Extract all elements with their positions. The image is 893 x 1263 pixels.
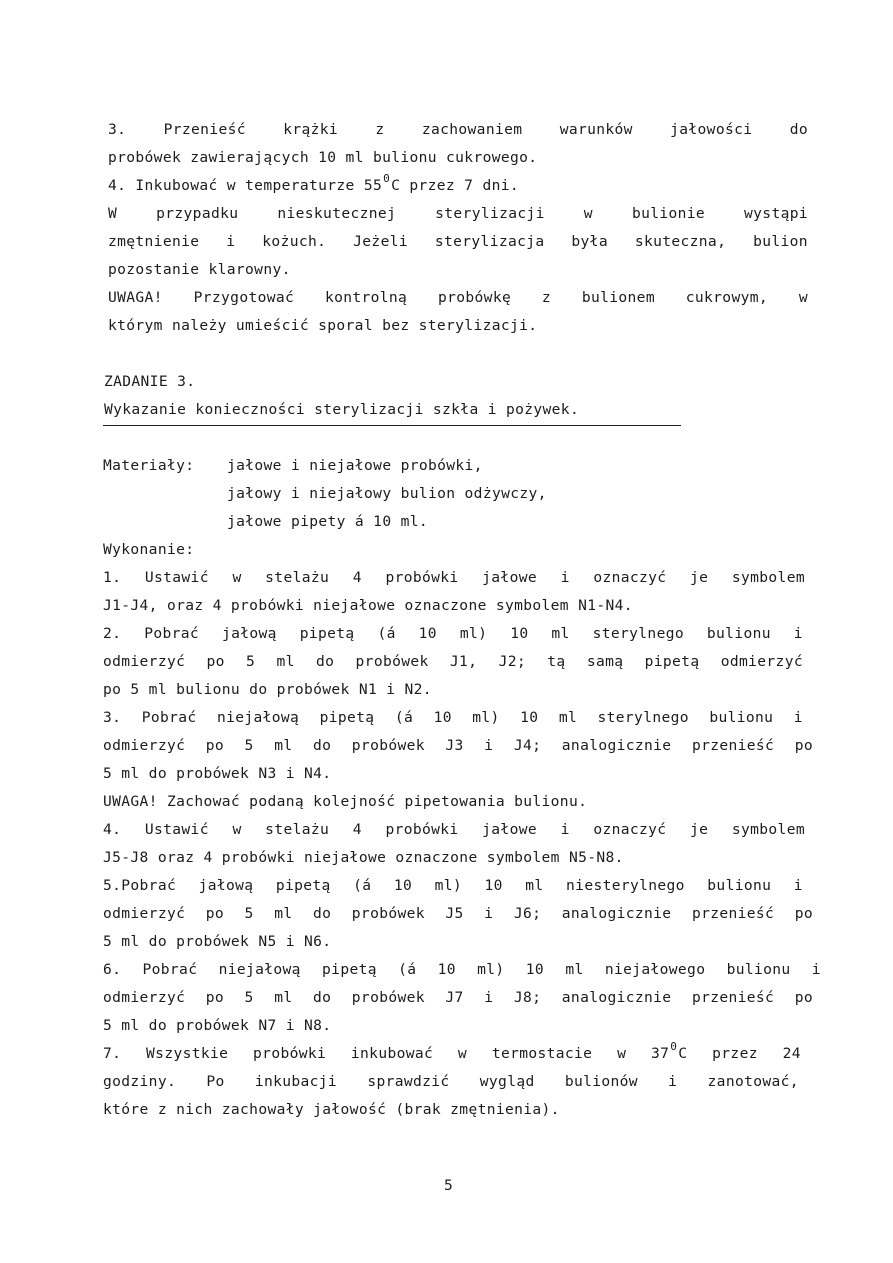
word: w — [232, 569, 242, 586]
word: analogicznie — [561, 905, 672, 922]
step-2-line-3: po 5 ml bulionu do probówek N1 i N2. — [103, 681, 432, 698]
step-4-suffix: C przez 7 dni. — [391, 177, 519, 194]
word: Ustawić — [144, 569, 209, 586]
step-7-line-1 — [103, 1040, 801, 1065]
word: stelażu — [265, 821, 330, 838]
word: 4 — [352, 821, 362, 838]
word: odmierzyć — [103, 737, 186, 754]
word: przenieść — [691, 989, 775, 1006]
word: (á — [353, 877, 372, 894]
word: J1, — [449, 653, 478, 670]
word: 10 — [484, 877, 503, 894]
word: (á — [398, 961, 417, 978]
word: warunków — [559, 121, 633, 138]
word: niesterylnego — [566, 877, 685, 894]
word: jałowe — [482, 821, 537, 838]
step-5-line-3: 5 ml do probówek N5 i N6. — [103, 933, 332, 950]
word: probówki — [385, 821, 459, 838]
word: do — [313, 905, 332, 922]
s7-w8: przez — [712, 1045, 758, 1062]
s7-degree-superscript: 0 — [670, 1040, 678, 1053]
s7-w2: probówki — [253, 1045, 327, 1062]
s7-w5: termostacie — [491, 1045, 593, 1062]
materials-item-3: jałowe pipety á 10 ml. — [227, 513, 428, 530]
word: sterylnego — [597, 709, 689, 726]
word: 10 — [520, 709, 539, 726]
word: oznaczyć — [593, 821, 667, 838]
word: sterylizacja — [434, 233, 545, 250]
word: J8; — [513, 989, 542, 1006]
word: probówek — [351, 737, 425, 754]
word: J3 — [445, 737, 464, 754]
task-title: Wykazanie konieczności sterylizacji szkła i pożywek. — [104, 401, 580, 418]
step-4-line — [108, 172, 519, 197]
word: i — [226, 233, 236, 250]
page-number: 5 — [444, 1177, 454, 1194]
word: odmierzyć — [720, 653, 803, 670]
materials-item-2: jałowy i niejałowy bulion odżywczy, — [227, 485, 547, 502]
word: symbolem — [731, 569, 805, 586]
word: pipetą — [644, 653, 700, 670]
word: bulionu — [707, 877, 772, 894]
step-1-line-2: J1-J4, oraz 4 probówki niejałowe oznaczone symbolem N1-N4. — [103, 597, 633, 614]
word: przenieść — [691, 737, 775, 754]
word: zachowaniem — [421, 121, 523, 138]
step-6-line-1 — [103, 960, 821, 980]
word: przenieść — [691, 905, 775, 922]
word: 6. — [103, 961, 122, 978]
word: odmierzyć — [103, 905, 186, 922]
s7-w3: inkubować — [350, 1045, 434, 1062]
word: i — [793, 877, 803, 894]
word: 4. — [103, 821, 122, 838]
word: ml — [274, 989, 293, 1006]
word: kontrolną — [324, 289, 408, 306]
word: przypadku — [156, 205, 239, 222]
word: po — [205, 905, 225, 922]
step-3-line-1 — [108, 120, 808, 140]
word: pipetą — [319, 709, 375, 726]
materials-item-1: jałowe i niejałowe probówki, — [227, 457, 483, 474]
word: i — [668, 1073, 678, 1090]
word: samą — [586, 653, 624, 670]
word: 3. — [103, 709, 122, 726]
degree-superscript: 0 — [383, 172, 391, 185]
word: 5 — [244, 989, 254, 1006]
word: 5 — [244, 905, 254, 922]
word: do — [316, 653, 335, 670]
word: w — [232, 821, 242, 838]
step-5-line-1 — [103, 876, 803, 896]
word: Przygotować — [193, 289, 295, 306]
word: inkubacji — [254, 1073, 338, 1090]
word: 5.Pobrać — [103, 877, 177, 894]
word: 3. — [108, 121, 127, 138]
word: niejałowego — [604, 961, 706, 978]
word: w — [583, 205, 593, 222]
word: ml — [274, 737, 293, 754]
word: i — [484, 737, 494, 754]
word: tą — [547, 653, 566, 670]
word: UWAGA! — [108, 289, 163, 306]
word: 10 — [510, 625, 529, 642]
word: do — [313, 989, 332, 1006]
word: niejałową — [216, 709, 300, 726]
s7-temp-unit: C — [678, 1045, 688, 1062]
word: bulionem — [581, 289, 655, 306]
word: pipetą — [275, 877, 331, 894]
word: (á — [394, 709, 414, 726]
word: bulionu — [706, 625, 771, 642]
word: stelażu — [265, 569, 330, 586]
word: z — [375, 121, 385, 138]
word: analogicznie — [561, 989, 672, 1006]
word: 10 — [525, 961, 545, 978]
note-line-2 — [108, 232, 808, 252]
step-2-line-1 — [103, 624, 803, 644]
word: probówek — [351, 989, 425, 1006]
word: probówek — [355, 653, 429, 670]
word: bulionu — [709, 709, 774, 726]
title-underline — [103, 425, 681, 426]
materials-label: Materiały: — [103, 457, 195, 474]
word: odmierzyć — [103, 653, 186, 670]
word: i — [560, 821, 570, 838]
word: probówki — [385, 569, 459, 586]
word: je — [690, 569, 709, 586]
word: sterylnego — [592, 625, 684, 642]
word: ml — [525, 877, 544, 894]
word: niejałową — [218, 961, 301, 978]
word: 10 — [393, 877, 413, 894]
s7-w9: 24 — [782, 1045, 801, 1062]
word: bulionu — [726, 961, 791, 978]
word: Pobrać — [144, 625, 200, 642]
s7-w4: w — [457, 1045, 468, 1062]
word: i — [484, 989, 494, 1006]
word: cukrowym, — [685, 289, 768, 306]
word: symbolem — [731, 821, 805, 838]
procedure-uwaga: UWAGA! Zachować podaną kolejność pipetowania bulionu. — [103, 793, 588, 810]
word: i — [811, 961, 821, 978]
word: je — [690, 821, 709, 838]
step-5-line-2 — [103, 904, 813, 924]
word: i — [560, 569, 570, 586]
word: ml) — [472, 709, 500, 726]
word: J6; — [513, 905, 542, 922]
word: ml — [551, 625, 570, 642]
step-3b-line-1 — [103, 708, 803, 728]
word: 10 — [437, 961, 456, 978]
word: jałowe — [482, 569, 537, 586]
word: jałowości — [670, 121, 753, 138]
word: J5 — [445, 905, 464, 922]
word: sterylizacji — [435, 205, 545, 222]
word: J4; — [513, 737, 542, 754]
word: 10 — [433, 709, 452, 726]
step-4b-line-2: J5-J8 oraz 4 probówki niejałowe oznaczone symbolem N5-N8. — [103, 849, 624, 866]
word: do — [789, 121, 808, 138]
step-3b-line-2 — [103, 736, 813, 756]
word: po — [206, 653, 225, 670]
word: skuteczna, — [634, 233, 727, 250]
word: probówek — [351, 905, 425, 922]
word: Pobrać — [141, 709, 197, 726]
s7-w0: 7. — [103, 1045, 122, 1062]
word: Jeżeli — [353, 233, 408, 250]
word: zmętnienie — [108, 233, 200, 250]
word: ml — [558, 709, 578, 726]
word: J2; — [498, 653, 527, 670]
word: krążki — [283, 121, 339, 138]
task-heading: ZADANIE 3. — [104, 373, 196, 390]
word: Przenieść — [163, 121, 246, 138]
word: pipetą — [322, 961, 377, 978]
procedure-label: Wykonanie: — [103, 541, 195, 558]
word: wygląd — [479, 1073, 535, 1090]
step-6-line-3: 5 ml do probówek N7 i N8. — [103, 1017, 332, 1034]
word: W — [108, 205, 118, 222]
word: (á — [377, 625, 396, 642]
word: po — [205, 989, 225, 1006]
word: po — [794, 989, 813, 1006]
word: była — [571, 233, 608, 250]
word: Po — [206, 1073, 225, 1090]
word: do — [313, 737, 332, 754]
word: 10 — [418, 625, 437, 642]
step-1-line-1 — [103, 568, 805, 588]
word: Pobrać — [142, 961, 198, 978]
word: i — [793, 625, 803, 642]
word: i — [793, 709, 803, 726]
word: w — [798, 289, 808, 306]
word: wystąpi — [744, 205, 808, 222]
word: jałową — [198, 877, 254, 894]
word: nieskutecznej — [277, 205, 397, 222]
word: ml) — [477, 961, 505, 978]
word: 4 — [352, 569, 362, 586]
uwaga-line-1 — [108, 288, 808, 308]
word: 1. — [103, 569, 122, 586]
step-3b-line-3: 5 ml do probówek N3 i N4. — [103, 765, 332, 782]
word: po — [205, 737, 225, 754]
s7-w1: Wszystkie — [146, 1045, 229, 1062]
word: pipetą — [299, 625, 355, 642]
word: Ustawić — [144, 821, 209, 838]
word: po — [794, 737, 813, 754]
word: bulionie — [631, 205, 706, 222]
word: sprawdzić — [367, 1073, 450, 1090]
step-7-line-3: które z nich zachowały jałowość (brak zmętnienia). — [103, 1101, 560, 1118]
word: oznaczyć — [593, 569, 667, 586]
word: godziny. — [103, 1073, 177, 1090]
step-3-line-2: probówek zawierających 10 ml bulionu cukrowego. — [108, 149, 538, 166]
note-line-3: pozostanie klarowny. — [108, 261, 291, 278]
uwaga-line-2: którym należy umieścić sporal bez sterylizacji. — [108, 317, 538, 334]
step-4b-line-1 — [103, 820, 805, 840]
word: J7 — [445, 989, 464, 1006]
word: 5 — [246, 653, 256, 670]
word: ml) — [459, 625, 488, 642]
word: analogicznie — [561, 737, 672, 754]
word: zanotować, — [707, 1073, 799, 1090]
word: bulionów — [564, 1073, 638, 1090]
step-4-prefix: 4. Inkubować w temperaturze 55 — [108, 177, 383, 194]
word: po — [794, 905, 813, 922]
word: z — [541, 289, 552, 306]
word: ml) — [434, 877, 463, 894]
note-line-1 — [108, 204, 808, 224]
step-7-line-2 — [103, 1072, 799, 1092]
word: probówkę — [438, 289, 512, 306]
word: 2. — [103, 625, 122, 642]
word: ml — [276, 653, 295, 670]
word: ml — [274, 905, 293, 922]
word: ml — [565, 961, 584, 978]
word: jałową — [221, 625, 277, 642]
word: bulion — [753, 233, 808, 250]
word: i — [484, 905, 494, 922]
word: odmierzyć — [103, 989, 186, 1006]
s7-temp — [650, 1040, 688, 1065]
step-6-line-2 — [103, 988, 813, 1008]
step-2-line-2 — [103, 652, 803, 672]
s7-w6: w — [617, 1045, 627, 1062]
word: 5 — [244, 737, 254, 754]
s7-temp-value: 37 — [650, 1045, 670, 1062]
word: kożuch. — [262, 233, 327, 250]
